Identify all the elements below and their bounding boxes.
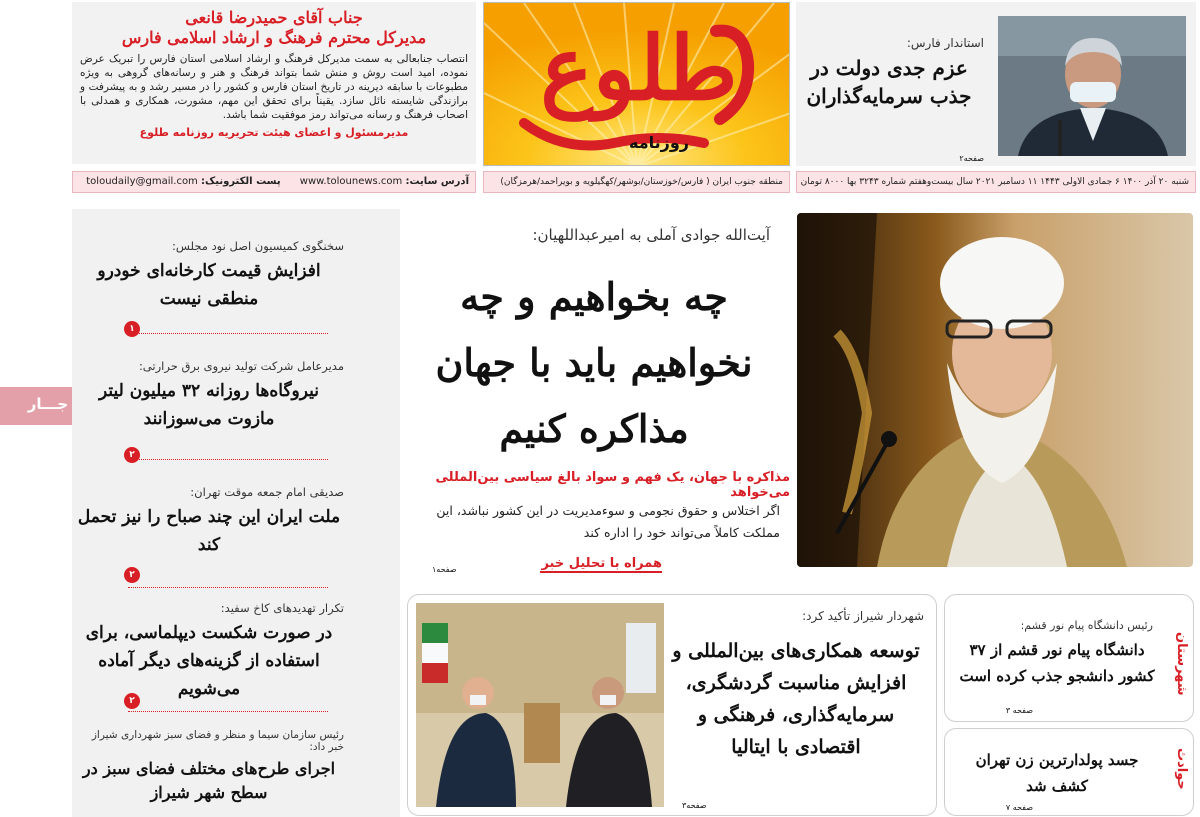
left-item-title[interactable]: افزایش قیمت کارخانه‌ای خودرو منطقی نیست — [97, 261, 321, 309]
divider — [128, 587, 328, 588]
masthead-logo[interactable] — [483, 2, 790, 166]
mayor-title[interactable]: توسعه همکاری‌های بین‌المللی و افزایش مناسبت گردشگری، سرمایه‌گذاری، فرهنگی و اقتصادی با ایتالیا — [672, 640, 920, 758]
left-item-title[interactable]: نیروگاه‌ها روزانه ۳۲ میلیون لیتر مازوت می‌سوزانند — [99, 381, 319, 429]
left-item-kicker: سخنگوی کمیسیون اصل نود مجلس: — [171, 239, 344, 253]
analysis-link[interactable]: همراه با تحلیل خبر — [541, 556, 662, 571]
uni-title[interactable]: دانشگاه پیام نور قشم از ۳۷ کشور دانشجو جذب کرده است — [959, 641, 1155, 685]
section-label: شهرستان — [1174, 632, 1189, 696]
email-link[interactable]: toloudaily@gmail.com — [86, 176, 198, 187]
left-item-kicker: رئیس سازمان سیما و منظر و فضای سبز شهرداری شیراز خبر داد: — [91, 729, 344, 753]
top-story-kicker: استاندار فارس: — [906, 36, 984, 50]
main-body: اگر اختلاس و حقوق نجومی و سوءمدیریت در این کشور نباشد، این مملکت کاملاً می‌تواند خود را اداره کند — [436, 503, 780, 540]
left-item-kicker: تکرار تهدیدهای کاخ سفید: — [220, 601, 344, 615]
governor-photo — [998, 16, 1186, 156]
section-label: حوادث — [1174, 748, 1189, 790]
date-bar: شنبه ۲۰ آذر ۱۴۰۰ ۶ جمادی الاولی ۱۴۴۳ ۱۱ دسامبر ۲۰۲۱ سال بیست‌وهفتم شماره ۳۲۴۳ بها ۸۰۰۰ تومان — [796, 171, 1196, 193]
left-item[interactable] — [74, 729, 344, 805]
congratulation-ad — [72, 2, 476, 164]
top-story[interactable] — [796, 2, 1196, 166]
site-label: آدرس سایت: — [405, 176, 469, 187]
left-item[interactable] — [74, 239, 344, 313]
divider — [128, 459, 328, 460]
uni-kicker: رئیس دانشگاه پیام نور قشم: — [1020, 619, 1153, 632]
masthead-tagline: روزنامه — [629, 133, 689, 152]
ad-signature: مدیرمسئول و اعضای هیئت تحریریه روزنامه طلوع — [139, 126, 409, 139]
top-story-page: صفحه۲ — [959, 154, 984, 163]
left-item-title[interactable]: ملت ایران این چند صباح را نیز تحمل کند — [77, 507, 341, 555]
main-page: صفحه۱ — [432, 565, 457, 574]
mayor-page: صفحه۳ — [682, 801, 707, 810]
contact-bar — [72, 171, 476, 193]
site-link[interactable]: www.tolounews.com — [299, 176, 403, 187]
mayor-story[interactable] — [407, 594, 937, 816]
left-item[interactable] — [74, 485, 344, 559]
divider — [128, 711, 328, 712]
top-story-title[interactable]: عزم جدی دولت در جذب سرمایه‌گذاران — [806, 56, 972, 108]
university-story[interactable] — [944, 594, 1194, 722]
region-bar: منطقه جنوب ایران ( فارس/خوزستان/بوشهر/کهگیلویه و بویراحمد/هرمزگان) — [483, 171, 790, 193]
divider — [128, 333, 328, 334]
incident-page: صفحه ۷ — [1005, 803, 1033, 812]
left-item-kicker: صدیقی امام جمعه موقت تهران: — [190, 485, 344, 499]
masthead-name: طلوع — [540, 16, 738, 120]
main-subtitle: مذاکره با جهان، یک فهم و سواد بالغ سیاسی بین‌المللی می‌خواهد — [435, 470, 790, 500]
main-kicker: آیت‌الله جوادی آملی به امیرعبداللهیان: — [532, 226, 770, 244]
ad-title-name: جناب آقای حمیدرضا قانعی — [185, 8, 363, 27]
left-item-title[interactable]: در صورت شکست دیپلماسی، برای استفاده از گزینه‌های دیگر آماده می‌شویم — [85, 623, 333, 699]
left-item[interactable] — [74, 601, 344, 703]
page-badge: ۲ — [124, 693, 140, 709]
left-column — [72, 209, 400, 817]
cleric-photo — [797, 213, 1193, 567]
email-label: پست الکترونیک: — [201, 176, 281, 187]
left-item[interactable] — [74, 359, 344, 433]
left-item-kicker: مدیرعامل شرکت تولید نیروی برق حرارتی: — [138, 359, 344, 373]
main-headline[interactable]: چه بخواهیم و چه نخواهیم باید با جهان مذاکره کنیم — [435, 274, 753, 451]
page-badge: ۱ — [124, 321, 140, 337]
page-badge: ۲ — [124, 567, 140, 583]
incident-title[interactable]: جسد پولدارترین زن تهران کشف شد — [975, 751, 1139, 795]
uni-page: صفحه ۳ — [1005, 706, 1033, 715]
ad-body-text: انتصاب جنابعالی به سمت مدیرکل فرهنگ و ارشاد اسلامی استان فارس را تبریک عرض نموده، امید است روش و منش شما بتواند فرهنگ و هنر و رسانه‌های گروهی به ویژه مطبوعات با سابقه دیرینه در تاریخ استان فارس و کشور را در مسیر رشد و به پیشرفت و برازندگی شایسته نائل سازد. یقیناً برای تحقق این مهم، مشورت، همکاری و همدلی با اصحاب فرهنگ و رسانه می‌تواند رمز موفقیت شما باشد. — [80, 53, 468, 121]
side-tab-label: جـــار — [27, 395, 69, 413]
left-item-title[interactable]: اجرای طرح‌های مختلف فضای سبز در سطح شهر شیراز — [82, 759, 336, 802]
page-badge: ۲ — [124, 447, 140, 463]
meeting-photo — [416, 603, 664, 807]
ad-title-role: مدیرکل محترم فرهنگ و ارشاد اسلامی فارس — [121, 28, 427, 47]
incident-story[interactable] — [944, 728, 1194, 816]
mayor-kicker: شهردار شیراز تأکید کرد: — [802, 609, 924, 623]
